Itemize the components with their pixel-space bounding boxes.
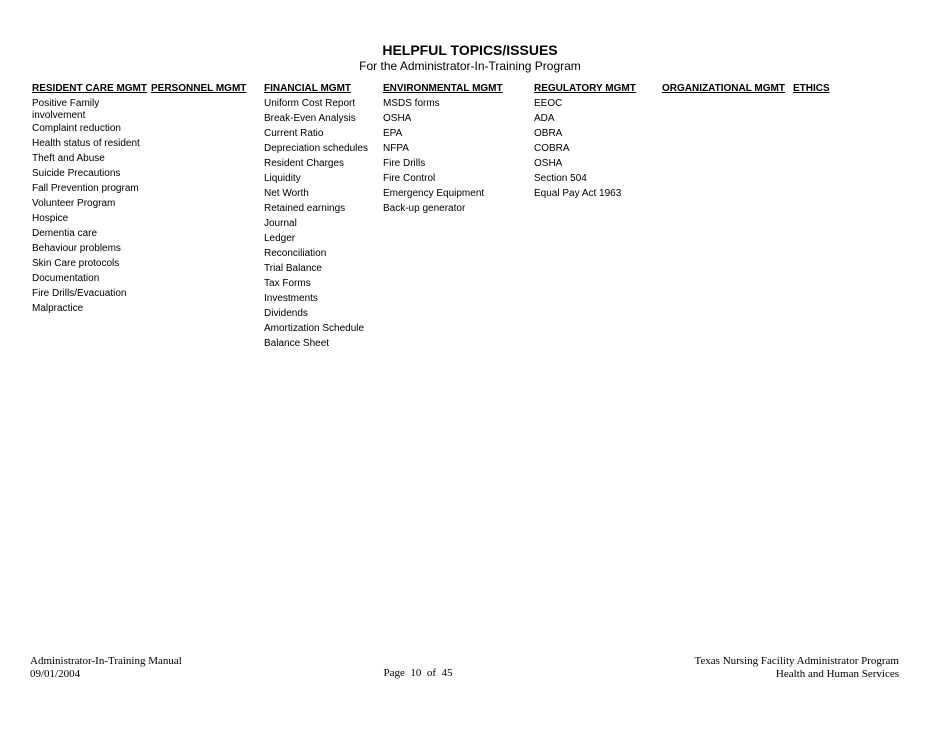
list-item: Fall Prevention program [32, 183, 139, 194]
footer-date: 09/01/2004 [30, 668, 81, 680]
page-subtitle: For the Administrator-In-Training Program [359, 59, 581, 73]
list-item: Suicide Precautions [32, 168, 121, 179]
list-item: Fire Drills/Evacuation [32, 288, 127, 299]
page-title: HELPFUL TOPICS/ISSUES [382, 42, 558, 58]
list-item: Uniform Cost Report [264, 98, 356, 109]
list-item: OBRA [534, 128, 563, 139]
column-heading-personnel: PERSONNEL MGMT [151, 83, 247, 94]
list-item: Dividends [264, 308, 308, 319]
list-item: Ledger [264, 233, 296, 244]
footer-agency: Health and Human Services [775, 668, 899, 680]
list-item: Hospice [32, 213, 69, 224]
column-heading-resident-care: RESIDENT CARE MGMT [32, 83, 147, 94]
footer-program-name: Texas Nursing Facility Administrator Program [694, 655, 899, 667]
list-item: Dementia care [32, 228, 98, 239]
list-item: Tax Forms [264, 278, 311, 289]
list-item: ADA [534, 113, 555, 124]
list-item: Positive Family involvement [32, 98, 100, 121]
list-environmental [383, 98, 523, 218]
list-item: Trial Balance [264, 263, 322, 274]
footer-page-number: Page 10 of 45 [383, 667, 453, 679]
column-heading-financial: FINANCIAL MGMT [264, 83, 352, 94]
list-regulatory [534, 98, 654, 203]
list-item: Resident Charges [264, 158, 345, 169]
list-item: Health status of resident [32, 138, 140, 149]
list-item: Theft and Abuse [32, 153, 105, 164]
list-resident-care [32, 98, 140, 318]
column-heading-organizational: ORGANIZATIONAL MGMT [662, 83, 785, 94]
column-heading-regulatory: REGULATORY MGMT [534, 83, 636, 94]
list-item: Back-up generator [383, 203, 466, 214]
list-item: Malpractice [32, 303, 84, 314]
list-item: Current Ratio [264, 128, 324, 139]
list-item: MSDS forms [383, 98, 440, 109]
list-item: Equal Pay Act 1963 [534, 188, 622, 199]
list-item: Documentation [32, 273, 100, 284]
footer-right [694, 655, 899, 681]
list-item: Net Worth [264, 188, 309, 199]
list-item: OSHA [534, 158, 563, 169]
list-item: Amortization Schedule [264, 323, 365, 334]
list-item: Balance Sheet [264, 338, 330, 349]
list-item: Skin Care protocols [32, 258, 120, 269]
list-item: Liquidity [264, 173, 301, 184]
list-item: Depreciation schedules [264, 143, 368, 154]
list-item: Break-Even Analysis [264, 113, 356, 124]
list-item: Emergency Equipment [383, 188, 485, 199]
list-financial [264, 98, 374, 353]
list-item: Behaviour problems [32, 243, 121, 254]
list-item: Volunteer Program [32, 198, 116, 209]
list-item: Retained earnings [264, 203, 346, 214]
list-item: Fire Control [383, 173, 436, 184]
list-item: OSHA [383, 113, 412, 124]
list-item: Investments [264, 293, 318, 304]
list-item: EEOC [534, 98, 563, 109]
list-item: Section 504 [534, 173, 587, 184]
list-item: Journal [264, 218, 297, 229]
column-heading-ethics: ETHICS [793, 83, 830, 94]
list-item: NFPA [383, 143, 409, 154]
list-item: Complaint reduction [32, 123, 121, 134]
list-item: Reconciliation [264, 248, 327, 259]
list-item: EPA [383, 128, 403, 139]
list-item: Fire Drills [383, 158, 426, 169]
list-item: COBRA [534, 143, 570, 154]
footer-left [30, 655, 182, 681]
column-heading-environmental: ENVIRONMENTAL MGMT [383, 83, 503, 94]
footer-manual-title: Administrator-In-Training Manual [30, 655, 182, 667]
